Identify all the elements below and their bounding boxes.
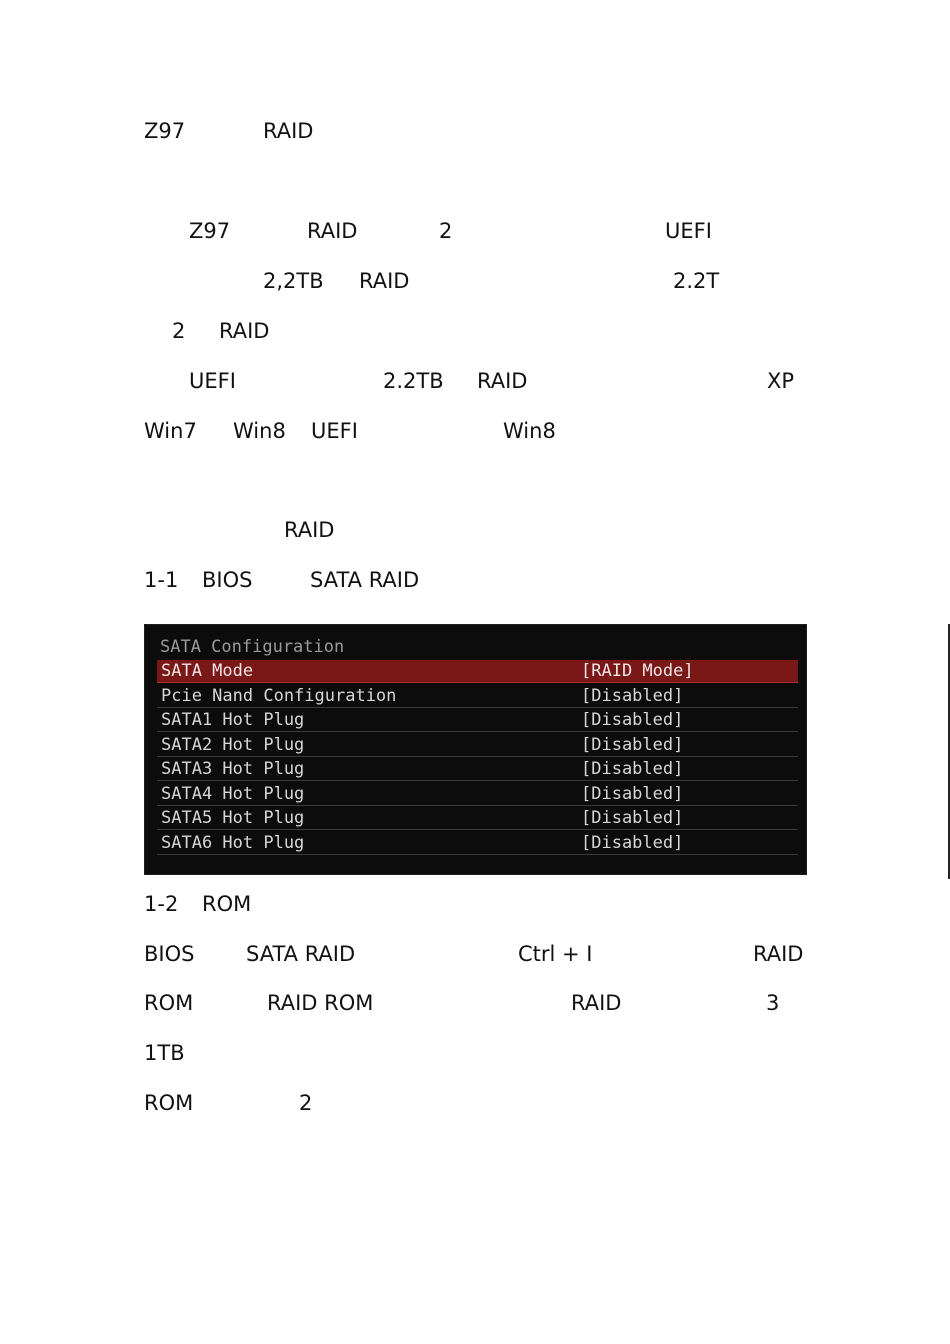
text-fragment: 2.2TB bbox=[383, 369, 444, 393]
bios-row-label: SATA4 Hot Plug bbox=[161, 784, 305, 804]
bios-row-value: [Disabled] bbox=[581, 784, 684, 804]
text-fragment: ROM bbox=[202, 892, 252, 916]
text-fragment: Z97 bbox=[144, 119, 186, 143]
bios-row-value: [Disabled] bbox=[581, 735, 684, 755]
bios-row-label: SATA5 Hot Plug bbox=[161, 808, 305, 828]
text-fragment: ROM bbox=[144, 991, 194, 1015]
text-fragment: 2 bbox=[172, 319, 186, 343]
bios-row-label: SATA3 Hot Plug bbox=[161, 759, 305, 779]
text-fragment: RAID bbox=[307, 219, 358, 243]
text-fragment: RAID ROM bbox=[267, 991, 374, 1015]
text-fragment: 1TB bbox=[144, 1041, 185, 1065]
bios-row-sata5-hot-plug[interactable] bbox=[157, 807, 798, 830]
text-fragment: UEFI bbox=[665, 219, 712, 243]
text-fragment: Win8 bbox=[233, 419, 286, 443]
text-fragment: 2.2T bbox=[673, 269, 720, 293]
text-fragment: 1-2 bbox=[144, 892, 179, 916]
text-fragment: 1-1 bbox=[144, 568, 179, 592]
text-fragment: RAID bbox=[477, 369, 528, 393]
bios-row-pcie-nand[interactable] bbox=[157, 685, 798, 708]
text-fragment: 3 bbox=[766, 991, 780, 1015]
bios-row-label: SATA6 Hot Plug bbox=[161, 833, 305, 853]
bios-section-title: SATA Configuration bbox=[160, 637, 345, 657]
bios-row-sata2-hot-plug[interactable] bbox=[157, 734, 798, 757]
bios-row-sata3-hot-plug[interactable] bbox=[157, 758, 798, 781]
bios-row-label: SATA1 Hot Plug bbox=[161, 710, 305, 730]
text-fragment: Z97 bbox=[189, 219, 231, 243]
text-fragment: XP bbox=[767, 369, 795, 393]
bios-row-value: [Disabled] bbox=[581, 808, 684, 828]
text-fragment: BIOS bbox=[144, 942, 195, 966]
text-fragment: Win7 bbox=[144, 419, 197, 443]
text-fragment: Ctrl + I bbox=[518, 942, 593, 966]
text-fragment: RAID bbox=[571, 991, 622, 1015]
text-fragment: 2,2TB bbox=[263, 269, 324, 293]
text-fragment: SATA RAID bbox=[310, 568, 420, 592]
bios-row-value: [Disabled] bbox=[581, 686, 684, 706]
bios-row-sata-mode[interactable] bbox=[157, 660, 798, 683]
text-fragment: ROM bbox=[144, 1091, 194, 1115]
text-fragment: RAID bbox=[753, 942, 804, 966]
bios-row-label: SATA2 Hot Plug bbox=[161, 735, 305, 755]
text-fragment: RAID bbox=[284, 518, 335, 542]
text-fragment: SATA RAID bbox=[246, 942, 356, 966]
bios-row-label: Pcie Nand Configuration bbox=[161, 686, 397, 706]
bios-row-sata4-hot-plug[interactable] bbox=[157, 783, 798, 806]
bios-row-value: [Disabled] bbox=[581, 710, 684, 730]
text-fragment: UEFI bbox=[311, 419, 358, 443]
text-fragment: RAID bbox=[263, 119, 314, 143]
text-fragment: UEFI bbox=[189, 369, 236, 393]
text-fragment: RAID bbox=[219, 319, 270, 343]
text-fragment: RAID bbox=[359, 269, 410, 293]
bios-row-value: [RAID Mode] bbox=[581, 661, 694, 681]
bios-row-sata1-hot-plug[interactable] bbox=[157, 709, 798, 732]
text-fragment: 2 bbox=[439, 219, 453, 243]
text-fragment: Win8 bbox=[503, 419, 556, 443]
text-fragment: BIOS bbox=[202, 568, 253, 592]
bios-row-sata6-hot-plug[interactable] bbox=[157, 832, 798, 855]
bios-screenshot bbox=[144, 624, 807, 875]
text-fragment: 2 bbox=[299, 1091, 313, 1115]
bios-row-value: [Disabled] bbox=[581, 759, 684, 779]
bios-row-label: SATA Mode bbox=[161, 661, 254, 681]
bios-row-value: [Disabled] bbox=[581, 833, 684, 853]
